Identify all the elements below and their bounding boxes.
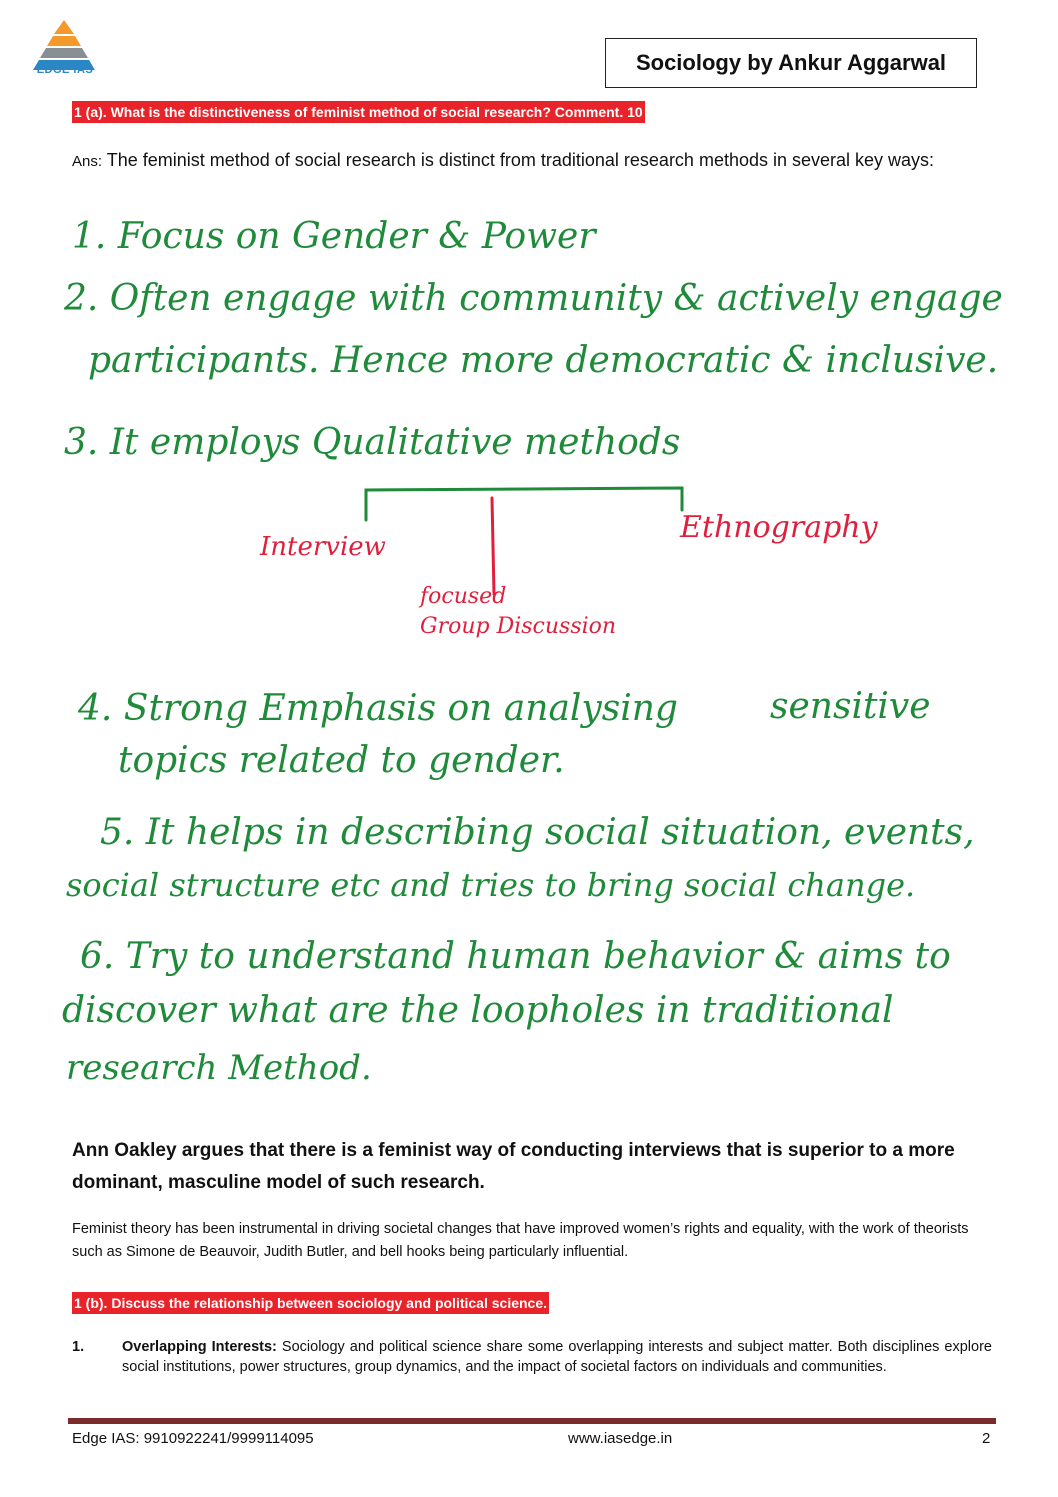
list-item-text: Sociology and political science share some overlapping interests and subject matter. Both disciplines explore social institutions, power structures, group dynamics, and the impact of societal factors on individuals and communities.: [122, 1339, 992, 1375]
question-2-heading: 1 (b). Discuss the relationship between sociology and political science.: [72, 1292, 549, 1314]
branch-focused-group-discussion: [420, 582, 616, 642]
answer-label: Ans:: [72, 153, 103, 170]
footer-divider: [68, 1418, 996, 1424]
oakley-paragraph: Ann Oakley argues that there is a feminist way of conducting interviews that is superior to a more dominant, masculine model of such research.: [72, 1140, 955, 1193]
handwritten-point-4-line-2: topics related to gender.: [118, 740, 565, 781]
handwritten-point-5-line-1: 5. It helps in describing social situation, events,: [100, 812, 975, 853]
logo-text: EDGE IAS: [36, 64, 94, 76]
handwritten-point-4-line-1b: sensitive: [770, 686, 931, 727]
answer-intro-text: The feminist method of social research is distinct from traditional research methods in several key ways:: [106, 150, 935, 170]
handwritten-point-3: 3. It employs Qualitative methods: [64, 422, 681, 463]
footer-contact: Edge IAS: 9910922241/9999114095: [72, 1430, 314, 1447]
list-item: [72, 1337, 992, 1377]
branch-interview: Interview: [260, 532, 386, 562]
footer-website: www.iasedge.in: [568, 1430, 673, 1447]
list-item-body: [122, 1337, 992, 1377]
branch-middle-line-1: focused: [420, 584, 507, 609]
list-item-heading: Overlapping Interests:: [122, 1339, 277, 1355]
handwritten-point-6-line-1: 6. Try to understand human behavior & aims to: [80, 936, 951, 977]
page-number: 2: [982, 1430, 991, 1447]
handwritten-point-1: 1. Focus on Gender & Power: [72, 216, 596, 257]
page-title: Sociology by Ankur Aggarwal: [605, 38, 977, 88]
branch-ethnography: Ethnography: [680, 510, 878, 545]
branch-middle-line-2: Group Discussion: [420, 614, 617, 639]
feminist-theory-paragraph: Feminist theory has been instrumental in driving societal changes that have improved women’s rights and equality, with the work of theorists such as Simone de Beauvoir, Judith Butler, and bell hooks being particularly influential.: [72, 1221, 969, 1260]
handwritten-point-4-line-1: 4. Strong Emphasis on analysing: [78, 688, 678, 729]
answer-intro: [72, 145, 992, 177]
handwritten-point-6-line-2: discover what are the loopholes in traditional: [62, 990, 894, 1031]
handwritten-point-6-line-3: research Method.: [66, 1048, 372, 1088]
handwritten-point-5-line-2: social structure etc and tries to bring social change.: [66, 866, 916, 904]
handwritten-point-2-line-2: participants. Hence more democratic & inclusive.: [88, 340, 999, 381]
question-1-heading: 1 (a). What is the distinctiveness of feminist method of social research? Comment. 10: [72, 101, 645, 123]
handwritten-point-2-line-1: 2. Often engage with community & actively engage: [64, 278, 1003, 319]
list-item-number: 1.: [72, 1339, 85, 1355]
